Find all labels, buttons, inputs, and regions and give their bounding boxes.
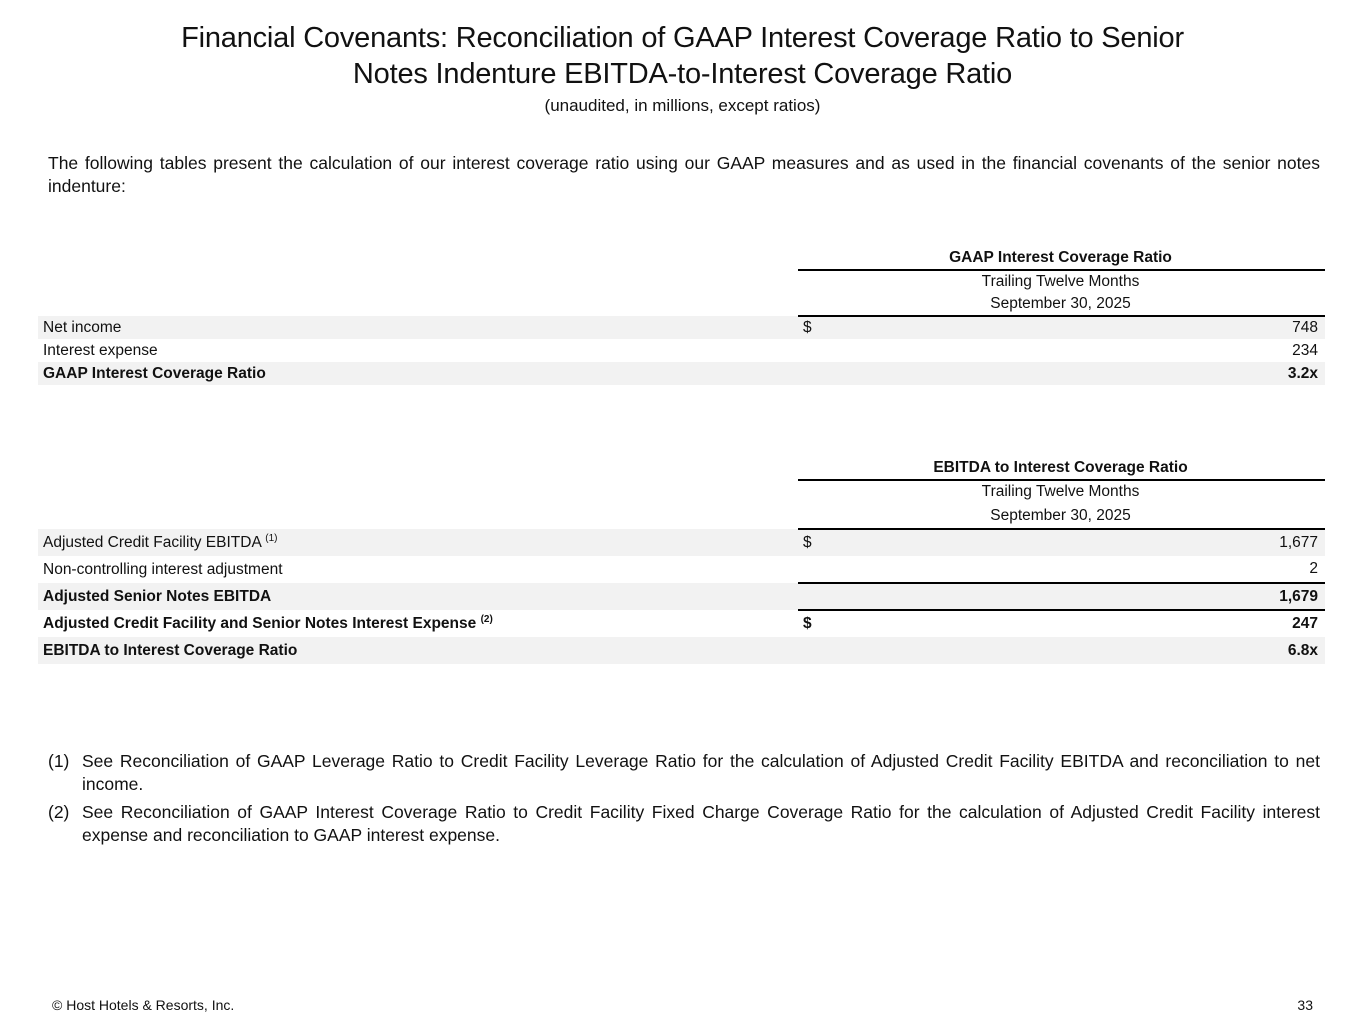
footnote-ref: (2) [480,613,493,625]
table-row [38,637,1325,664]
row-label: Interest expense [43,341,158,359]
page-title-line-1: Financial Covenants: Reconciliation of GAAP Interest Coverage Ratio to Senior [181,22,1184,54]
footnote-text: See Reconciliation of GAAP Leverage Ratio to Credit Facility Leverage Ratio for the calculation of Adjusted Credit Facility EBITDA and reconciliation to net income. [82,751,1320,794]
currency-symbol: $ [798,316,828,339]
currency-symbol [798,339,828,362]
table-row [38,339,1325,362]
table-row [38,529,1325,556]
row-label: Adjusted Credit Facility and Senior Notes Interest Expense $^{(2)}$ [43,613,493,632]
copyright: © Host Hotels & Resorts, Inc. [52,997,235,1013]
table-row [38,556,1325,583]
row-value: 247 [828,610,1325,637]
footnote-number: (2) [48,802,70,822]
row-value: 1,677 [828,529,1325,556]
ebitda-interest-coverage-table [38,456,1325,664]
table-row [38,610,1325,637]
gaap-interest-coverage-table [38,246,1325,385]
row-value: 3.2x [828,362,1325,385]
row-label: EBITDA to Interest Coverage Ratio [38,637,798,664]
intro-paragraph: The following tables present the calculation of our interest coverage ratio using our GAAP measures and as used in the financial covenants of the senior notes indenture: [48,153,1320,196]
row-value: 748 [828,316,1325,339]
row-label: Adjusted Senior Notes EBITDA [38,583,798,610]
table-row [38,316,1325,339]
footnote-text: See Reconciliation of GAAP Interest Coverage Ratio to Credit Facility Fixed Charge Coverage Ratio for the calculation of Adjusted Credit Facility interest expense and reconciliation to GAAP interest expense. [82,802,1320,845]
row-value: 234 [1292,341,1318,359]
currency-symbol: $ [798,529,828,556]
currency-symbol [798,556,828,583]
currency-symbol [798,637,828,664]
currency-symbol: $ [798,610,828,637]
currency-symbol [798,362,828,385]
period-date: September 30, 2025 [798,503,1325,529]
footnote-item [48,801,1320,847]
period-label: Trailing Twelve Months [981,273,1140,290]
page-subtitle: (unaudited, in millions, except ratios) [544,96,821,115]
row-label: Net income [38,316,798,339]
table-title: GAAP Interest Coverage Ratio [798,246,1325,270]
row-label: Adjusted Credit Facility EBITDA $^{(1)}$ [38,529,798,556]
row-value: 2 [1309,560,1318,577]
footnote-item [48,750,1320,796]
footnotes [48,750,1320,852]
footnote-number: (1) [48,751,70,771]
row-value: 6.8x [828,637,1325,664]
page-title-line-2: Notes Indenture EBITDA-to-Interest Coverage Ratio [352,58,1013,90]
currency-symbol [798,583,828,610]
table-row [38,362,1325,385]
page-title [0,20,1365,92]
table-title: EBITDA to Interest Coverage Ratio [798,456,1325,480]
period-label: Trailing Twelve Months [981,483,1140,500]
table-row [38,583,1325,610]
period-date: September 30, 2025 [798,293,1325,316]
page-header [0,20,1365,118]
page-number: 33 [1297,997,1313,1013]
row-value: 1,679 [828,583,1325,610]
footnote-ref: (1) [265,532,278,544]
row-label: Non-controlling interest adjustment [43,560,283,578]
row-label: GAAP Interest Coverage Ratio [38,362,798,385]
